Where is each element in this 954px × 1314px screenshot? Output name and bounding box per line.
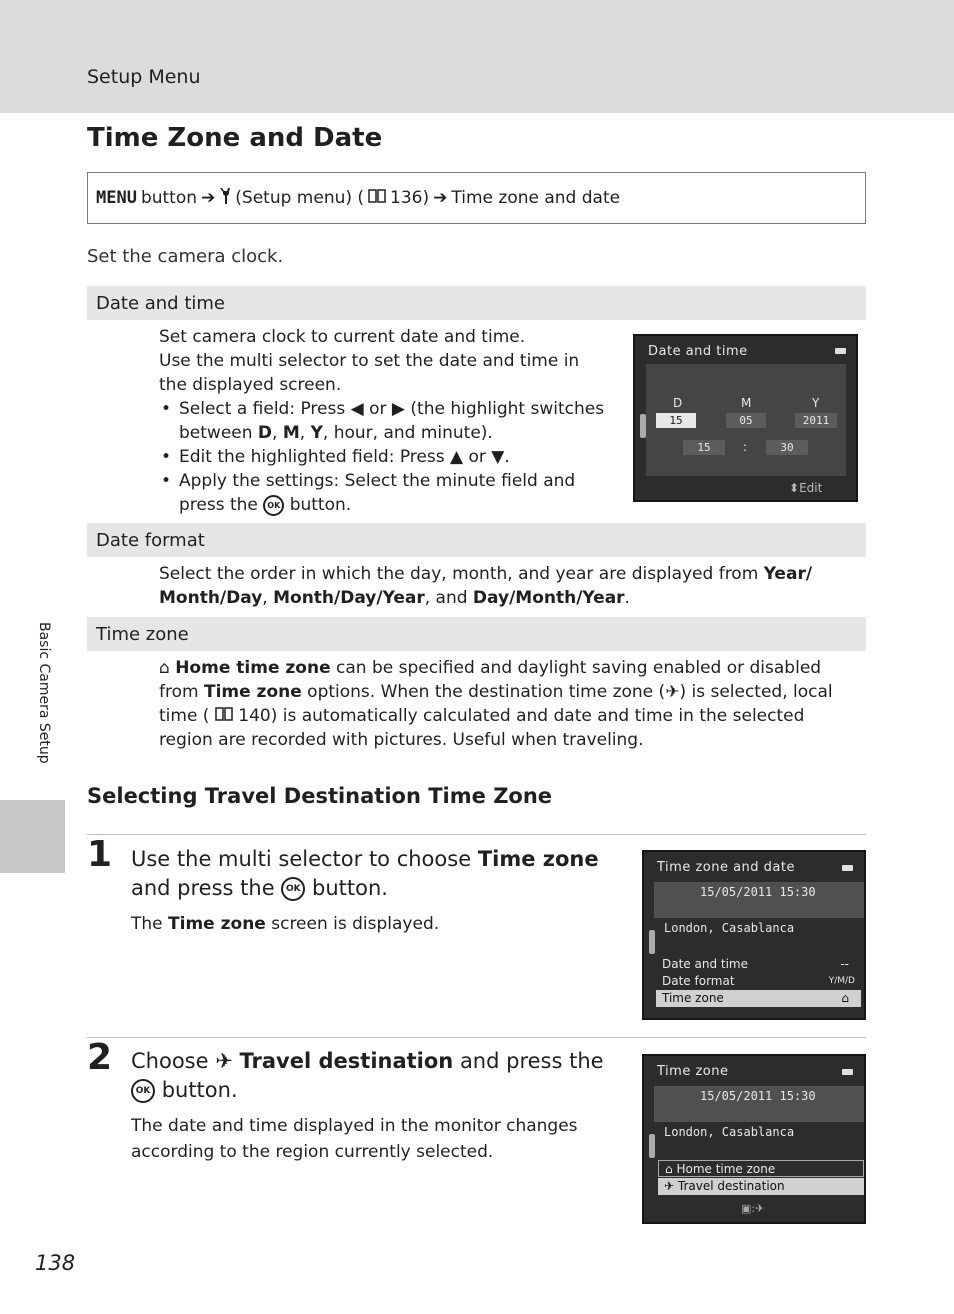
screen-time-zone-and-date xyxy=(642,850,866,1020)
side-tab xyxy=(0,800,65,873)
step-1-instruction: Use the multi selector to choose Time zone and press the OK button. xyxy=(131,847,599,900)
plane-icon: ✈ xyxy=(664,1179,675,1193)
screen-date-and-time xyxy=(633,334,858,502)
battery-icon xyxy=(842,1069,853,1075)
menu-icon: MENU xyxy=(96,188,137,208)
field-hour: 15 xyxy=(683,440,725,455)
screen-title: Time zone xyxy=(657,1064,729,1079)
running-head: Setup Menu xyxy=(87,66,201,88)
section-heading-time-zone: Time zone xyxy=(87,617,866,651)
arrow-up-icon: ⬍ xyxy=(789,481,800,495)
ok-button-icon: ▣ xyxy=(741,1202,752,1215)
page-title: Time Zone and Date xyxy=(87,123,383,153)
book-icon xyxy=(368,188,386,208)
nav-ref: 136) xyxy=(390,188,430,208)
intro-text: Set the camera clock. xyxy=(87,246,284,267)
scrollbar xyxy=(649,930,655,954)
arrow-right-icon: ▶ xyxy=(391,399,405,419)
arrow-left-icon: ◀ xyxy=(350,399,364,419)
screen-city: London, Casablanca xyxy=(664,1125,795,1139)
ok-button-icon: OK xyxy=(281,877,305,901)
date-format-body: Select the order in which the day, month, and year are displayed from Year/ Month/Day, Month/Day/Year, and Day/Month/Year. xyxy=(159,564,813,608)
edit-hint: ⬍Edit xyxy=(789,481,823,495)
section-heading-date-time: Date and time xyxy=(87,286,866,320)
home-icon: ⌂ xyxy=(159,658,170,678)
screen-footer: ▣:✈ xyxy=(741,1202,765,1215)
ok-button-icon: OK xyxy=(263,495,284,516)
field-year: 2011 xyxy=(795,413,837,428)
step-number: 2 xyxy=(87,1037,113,1078)
scrollbar xyxy=(649,1134,655,1158)
home-icon: ⌂ xyxy=(841,991,849,1005)
header-band xyxy=(0,0,954,113)
step-divider xyxy=(87,1037,866,1038)
section-heading-date-format: Date format xyxy=(87,523,866,557)
time-colon: : xyxy=(743,440,748,454)
home-icon: ⌂ xyxy=(665,1162,673,1176)
label-m: M xyxy=(741,396,752,410)
label-y: Y xyxy=(812,396,820,410)
step-2-instruction: Choose ✈ Travel destination and press the OK button. xyxy=(131,1049,604,1102)
field-month: 05 xyxy=(726,413,766,428)
menu-row-home-time-zone: ⌂ Home time zone xyxy=(658,1160,864,1177)
field-day: 15 xyxy=(656,413,696,428)
bullet-edit-field: • Edit the highlighted field: Press ▲ or ▼. xyxy=(179,445,609,469)
ok-button-icon: OK xyxy=(131,1079,155,1103)
menu-path-box xyxy=(87,172,866,224)
step-divider xyxy=(87,834,866,835)
screen-datetime: 15/05/2011 15:30 xyxy=(700,1089,816,1103)
menu-row-date-time: Date and time -- xyxy=(662,957,849,971)
label-d: D xyxy=(673,396,683,410)
menu-row-time-zone: Time zone ⌂ xyxy=(656,990,861,1007)
book-icon xyxy=(209,706,238,726)
step-1-note: The Time zone screen is displayed. xyxy=(131,914,440,934)
arrow-right-icon: ➔ xyxy=(433,188,448,208)
wrench-icon xyxy=(219,187,231,210)
sub-heading: Selecting Travel Destination Time Zone xyxy=(87,784,553,808)
screen-title: Time zone and date xyxy=(657,860,795,875)
battery-icon xyxy=(835,348,846,354)
arrow-right-icon: ➔ xyxy=(201,188,216,208)
date-time-bullets xyxy=(159,397,609,517)
plane-icon: ✈ xyxy=(755,1202,765,1215)
arrow-up-icon: ▲ xyxy=(449,447,464,467)
plane-icon: ✈ xyxy=(665,682,680,702)
bullet-apply-settings: • Apply the settings: Select the minute field and press the OK button. xyxy=(179,469,609,517)
time-zone-body: ⌂ Home time zone can be specified and daylight saving enabled or disabled from Time zone options. When the destination time zone (✈) is selected, local time ( 140) is automatically calculated and date and time in the selected region are recorded with pictures. Useful when traveling. xyxy=(159,658,833,750)
page-number: 138 xyxy=(35,1251,76,1275)
nav-target: Time zone and date xyxy=(451,188,621,208)
nav-button-word: button xyxy=(140,188,198,208)
screen-city: London, Casablanca xyxy=(664,921,795,935)
field-minute: 30 xyxy=(766,440,808,455)
step-number: 1 xyxy=(87,834,113,875)
nav-setup-text: (Setup menu) ( xyxy=(235,188,365,208)
screen-datetime: 15/05/2011 15:30 xyxy=(700,885,816,899)
screen-time-zone xyxy=(642,1054,866,1224)
screen-title: Date and time xyxy=(648,344,748,359)
battery-icon xyxy=(842,865,853,871)
side-label: Basic Camera Setup xyxy=(36,622,52,764)
scrollbar xyxy=(640,414,646,438)
step-2-note: The date and time displayed in the monitor changes according to the region currently selected. xyxy=(131,1116,578,1162)
plane-icon: ✈ xyxy=(215,1049,233,1073)
date-time-body: Set camera clock to current date and time. Use the multi selector to set the date and time in the displayed screen. • Select a field: Press ◀ or ▶ (the highlight switches between D, M, Y, hour, and minute). • Edit the highlighted field: Press ▲ or ▼. • Apply the settings: Select the minute field and press the OK button. xyxy=(159,325,609,517)
arrow-down-icon: ▼ xyxy=(491,447,505,467)
bullet-select-field: • Select a field: Press ◀ or ▶ (the highlight switches between D, M, Y, hour, and minute). xyxy=(179,397,609,445)
menu-row-travel-destination: ✈ Travel destination xyxy=(658,1178,864,1195)
menu-row-date-format: Date format Y/M/D xyxy=(662,974,855,988)
